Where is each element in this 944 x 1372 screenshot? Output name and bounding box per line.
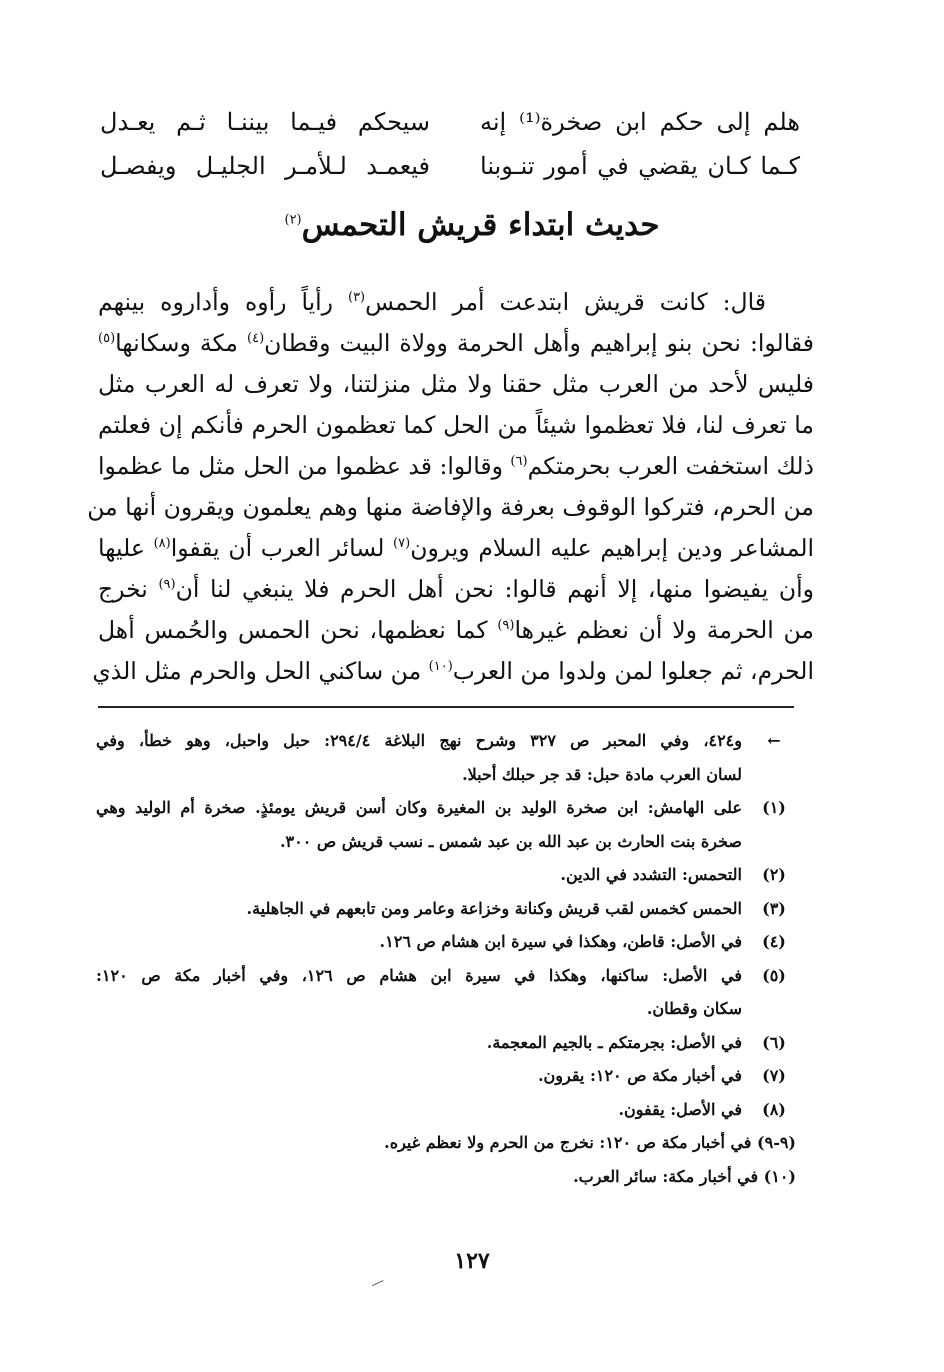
text-line (98, 446, 814, 487)
text-segment: قال: كانت قريش ابتدعت أمر الحمس (365, 288, 766, 316)
footnote-marker: (٦) (510, 454, 528, 470)
text-segment: وقالوا: قد عظموا من الحل مثل ما عظموا (98, 452, 511, 480)
text-segment: ما تعرف لنا، فلا تعظموا شيئاً من الحل كما تعظمون الحرم فأنكم إن فعلتم (98, 411, 814, 439)
footnote-line: الحمس كخمس لقب قريش وكنانة وخزاعة وعامر ومن تابعهم في الجاهلية. (246, 898, 742, 918)
footnote-marker: (٤) (247, 331, 265, 347)
footnote-line: (٩-٩) في أخبار مكة ص ١٢٠: نخرج من الحرم ولا نعظم غيره. (384, 1133, 796, 1152)
footnote-marker: (٨) (153, 536, 171, 552)
verse (100, 144, 800, 188)
continuation-arrow-icon: ← (767, 731, 781, 750)
poem (100, 100, 800, 188)
footnote-marker: (٥) (98, 331, 116, 347)
footnote-line: في الأصل: ساكنها، وهكذا في سيرة ابن هشام ص ١٢٦، وفي أخبار مكة ص ١٢٠: (96, 965, 743, 985)
footnote-10 (96, 1160, 796, 1194)
body-text (87, 282, 815, 692)
footnote-line: التحمس: التشدد في الدين. (560, 865, 742, 884)
text-segment: عليها (98, 534, 154, 562)
footnote-6 (96, 1026, 796, 1060)
footnote-7 (96, 1059, 796, 1093)
footnote-number: (١) (762, 798, 786, 817)
footnote-line: في الأصل: قاطن، وهكذا في سيرة ابن هشام ص ١٢٦. (379, 932, 742, 951)
footnote-5 (96, 959, 796, 1026)
footnote-continuation (96, 724, 796, 791)
footnote-number: (٢) (762, 865, 786, 884)
footnote-separator (98, 706, 794, 708)
footnote-number: (٤) (762, 932, 786, 951)
footnote-1 (96, 791, 796, 858)
section-title-text: حديث ابتداء قريش التحمس (301, 207, 660, 243)
text-line (98, 282, 814, 323)
second-hemistich: فيعمـد لـلأمـر الجليـل ويفصـل (100, 152, 430, 180)
footnote-number: (٥) (762, 965, 786, 985)
text-segment: نخرج (98, 575, 159, 603)
footnote-marker: (٩) (497, 618, 515, 634)
text-segment: وأن يفيضوا منها، إلا أنهم قالوا: نحن أهل الحرم فلا ينبغي لنا أن (175, 575, 814, 603)
footnotes (96, 724, 796, 1193)
text-segment: رأياً رأوه وأداروه بينهم (98, 288, 348, 316)
text-segment: مكة وسكانها (115, 329, 248, 357)
footnote-9 (96, 1126, 796, 1160)
second-hemistich: سيحكم فيـما بيننـا ثـم يعـدل (100, 108, 430, 136)
footnote-4 (96, 925, 796, 959)
verse (100, 100, 800, 144)
text-line (98, 610, 814, 651)
first-hemistich: كـما كـان يقضي في أمور تنـوبنا (480, 152, 800, 180)
footnote-number: (٣) (762, 898, 786, 918)
footnote-number: (٨) (762, 1099, 786, 1119)
text-segment: كما نعظمها، نحن الحمس والحُمس أهل (98, 616, 498, 644)
text-line (98, 528, 814, 569)
text-line (98, 323, 814, 364)
section-title (0, 200, 944, 250)
text-segment: المشاعر ودين إبراهيم عليه السلام ويرون (410, 534, 815, 562)
footnote-line: في أخبار مكة ص ١٢٠: يقرون. (537, 1066, 742, 1085)
footnote-2 (96, 858, 796, 892)
footnote-line: لسان العرب مادة حبل: قد جر حبلك أحبلا. (462, 764, 742, 784)
text-line (98, 405, 814, 446)
footnote-line: سكان وقطان. (646, 999, 742, 1018)
page-number: ١٢٧ (454, 1248, 490, 1274)
footnote-number: (٧) (762, 1066, 786, 1085)
text-segment: فقالوا: نحن بنو إبراهيم وأهل الحرمة وولاة البيت وقطان (264, 329, 814, 357)
text-line (98, 569, 814, 610)
footnote-marker: (٩) (158, 577, 176, 593)
footnote-marker: (٢) (284, 212, 302, 228)
text-line (87, 487, 814, 528)
text-segment: من الحرم، فتركوا الوقوف بعرفة والإفاضة منها وهم يعلمون ويقرون أنها من (87, 493, 814, 521)
footnote-line: صخرة بنت الحارث بن عبد الله بن عبد شمس ـ نسب قريش ص ٣٠٠. (279, 831, 742, 851)
footnote-line: على الهامش: ابن صخرة الوليد بن المغيرة وكان أسن قريش يومئذٍ. صخرة أم الوليد وهي (96, 798, 742, 817)
footnote-8 (96, 1093, 796, 1127)
footnote-line: في الأصل: يقفون. (618, 1099, 742, 1119)
stray-mark (369, 1273, 384, 1286)
text-segment: من الحرمة ولا أن نعظم غيرها (514, 616, 814, 644)
footnote-marker: (٣) (347, 290, 366, 306)
text-segment: من ساكني الحل والحرم مثل الذي (92, 657, 429, 685)
footnote-line: في الأصل: بجرمتكم ـ بالجيم المعجمة. (486, 1032, 742, 1052)
first-hemistich: هلم إلى حكم ابن صخرة⁽¹⁾ إنه (480, 108, 800, 136)
text-segment: الحرم، ثم جعلوا لمن ولدوا من العرب (452, 657, 814, 685)
text-segment: ذلك استخفت العرب بحرمتكم (527, 452, 814, 480)
footnote-marker: (١٠) (428, 659, 453, 675)
footnote-marker: (٧) (393, 536, 411, 552)
footnote-3 (96, 892, 796, 926)
text-segment: فليس لأحد من العرب مثل حقنا ولا مثل منزلتنا، ولا تعرف له العرب مثل (98, 370, 814, 398)
footnote-line: (١٠) في أخبار مكة: سائر العرب. (573, 1166, 796, 1186)
footnote-number: (٦) (762, 1032, 786, 1052)
text-line (98, 364, 814, 405)
footnote-line: و٤٢٤، وفي المحبر ص ٣٢٧ وشرح نهج البلاغة ٢٩٤/٤: حبل واحبل، وهو خطأ، وفي (96, 731, 742, 750)
text-line (92, 651, 814, 692)
text-segment: لسائر العرب أن يقفوا (170, 534, 394, 562)
